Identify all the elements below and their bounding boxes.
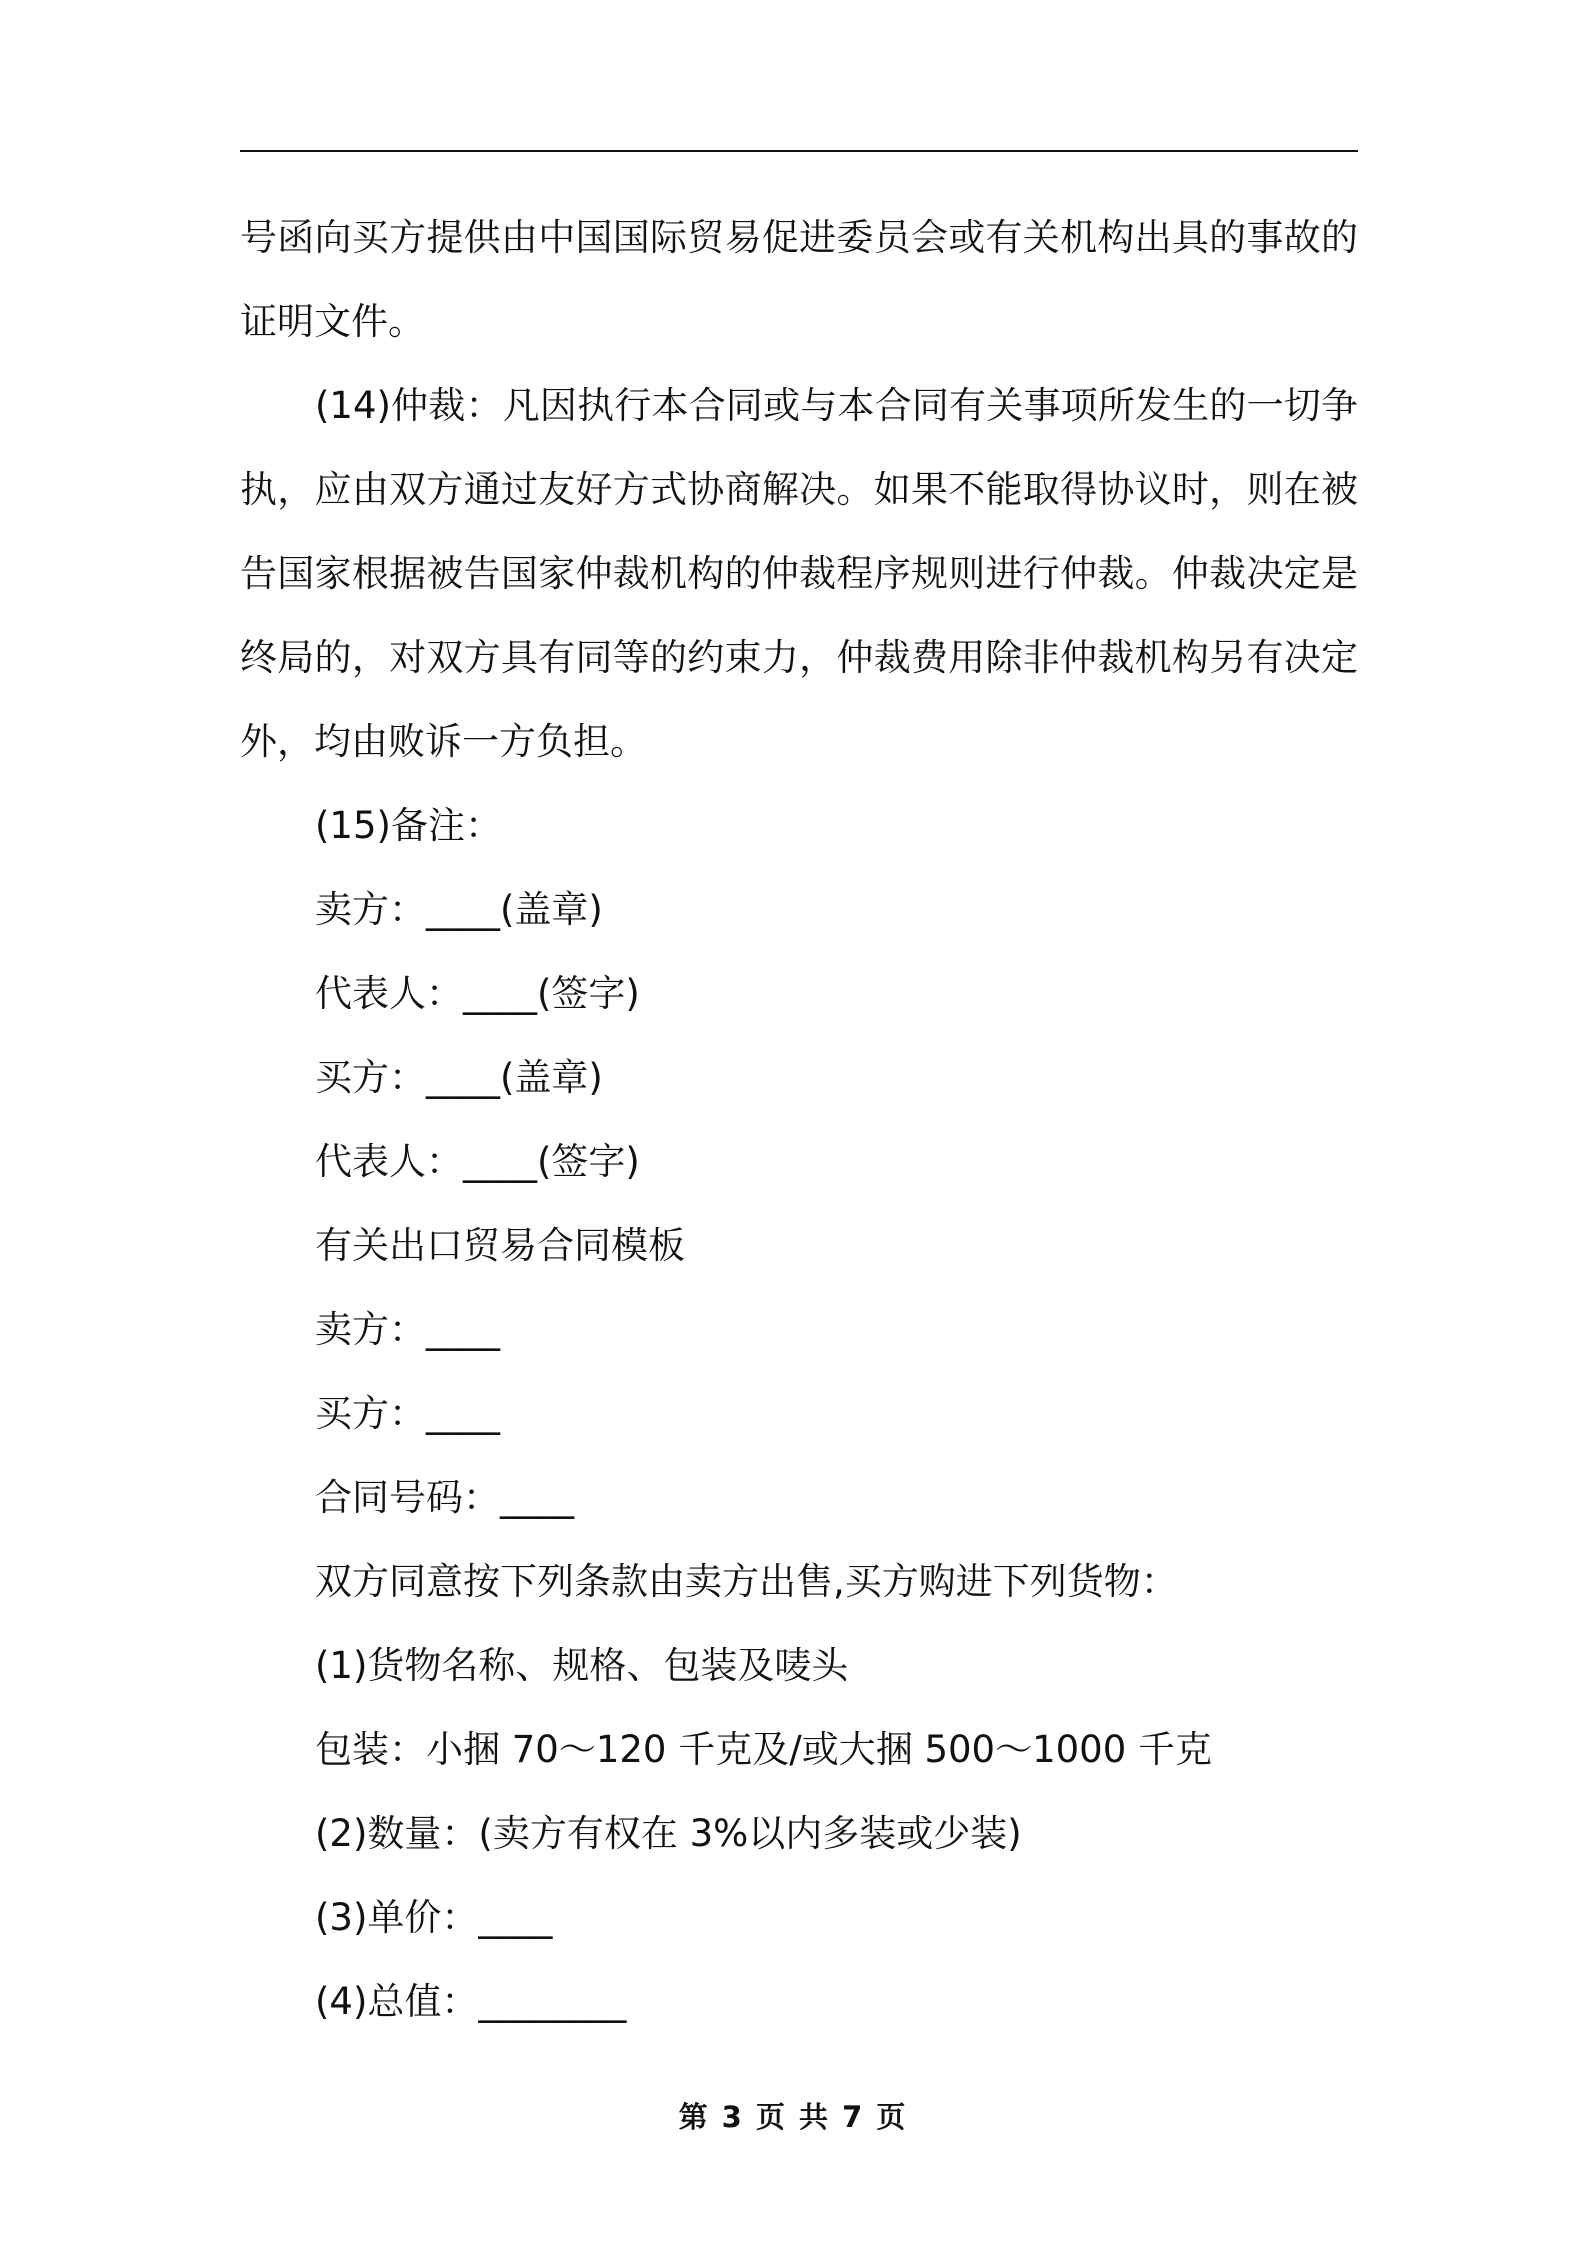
paragraph-1: 号函向买方提供由中国国际贸易促进委员会或有关机构出具的事故的证明文件。	[240, 216, 1358, 343]
seller-seal-line: 卖方：____(盖章)	[315, 888, 603, 931]
unit-price-line: (3)单价：____	[315, 1896, 553, 1939]
paragraph-remarks: (15)备注：	[315, 804, 502, 847]
page-number: 第 3 页 共 7 页	[678, 2100, 908, 2134]
seller-line: 卖方：____	[315, 1308, 500, 1351]
buyer-line: 买方：____	[315, 1392, 500, 1435]
section-title: 有关出口贸易合同模板	[315, 1224, 685, 1267]
quantity-line: (2)数量：(卖方有权在 3%以内多装或少装)	[315, 1812, 1022, 1855]
goods-spec-line: (1)货物名称、规格、包装及唛头	[315, 1644, 849, 1687]
document-body	[240, 196, 1358, 2044]
buyer-seal-line: 买方：____(盖章)	[315, 1056, 603, 1099]
buyer-representative-line: 代表人：____(签字)	[315, 1140, 640, 1183]
packing-line: 包装：小捆 70～120 千克及/或大捆 500～1000 千克	[315, 1728, 1212, 1771]
paragraph-arbitration: (14)仲裁：凡因执行本合同或与本合同有关事项所发生的一切争执，应由双方通过友好方式协商解决。如果不能取得协议时，则在被告国家根据被告国家仲裁机构的仲裁程序规则进行仲裁。仲裁决定是终局的，对双方具有同等的约束力，仲裁费用除非仲裁机构另有决定外，均由败诉一方负担。	[240, 384, 1358, 763]
agreement-line: 双方同意按下列条款由卖方出售,买方购进下列货物：	[315, 1560, 1178, 1603]
seller-representative-line: 代表人：____(签字)	[315, 972, 640, 1015]
total-value-line: (4)总值：________	[315, 1980, 627, 2023]
header-rule	[240, 150, 1358, 152]
contract-number-line: 合同号码：____	[315, 1476, 574, 1519]
